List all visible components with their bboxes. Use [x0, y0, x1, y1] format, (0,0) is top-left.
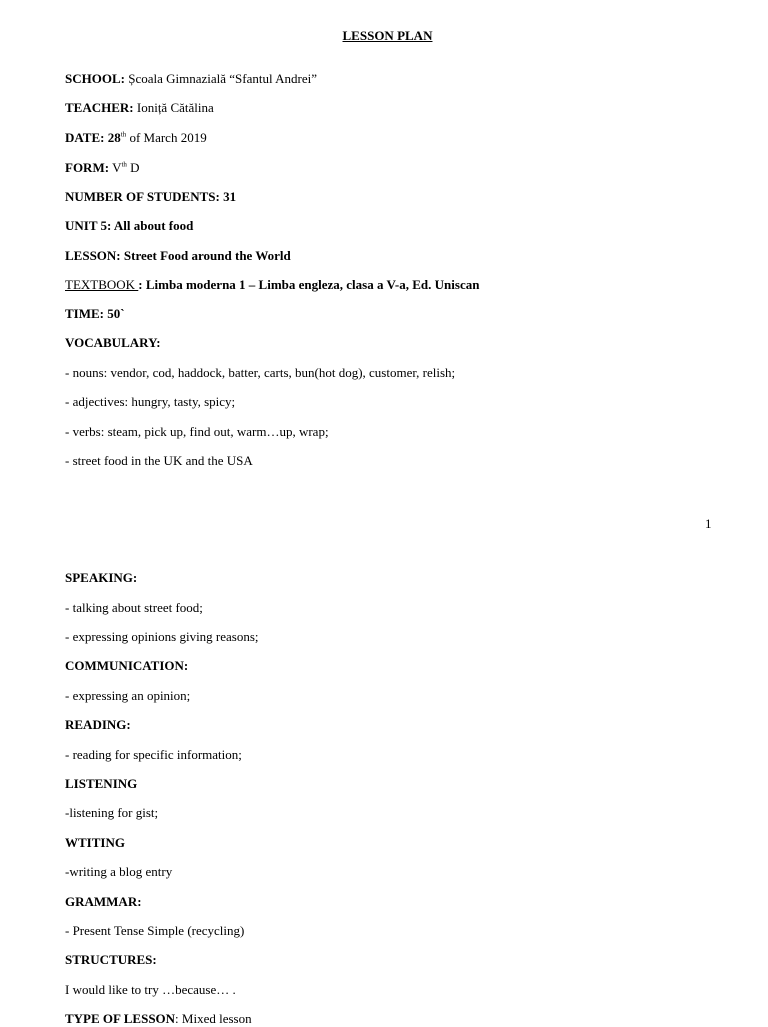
teacher-label: TEACHER: — [65, 100, 134, 115]
communication-heading: COMMUNICATION: — [65, 658, 189, 673]
unit-line: UNIT 5: All about food — [65, 218, 194, 233]
document-title: LESSON PLAN — [342, 28, 433, 43]
grammar-heading: GRAMMAR: — [65, 894, 142, 909]
form-sup: th — [121, 160, 127, 169]
time-line: TIME: 50` — [65, 306, 125, 321]
grammar-item: - Present Tense Simple (recycling) — [65, 923, 245, 938]
date-suffix: th — [120, 130, 127, 139]
date-label: DATE: — [65, 130, 105, 145]
type-of-lesson-label: TYPE OF LESSON — [65, 1011, 176, 1026]
writing-item: -writing a blog entry — [65, 864, 173, 879]
listening-heading: LISTENING — [65, 776, 138, 791]
textbook-value: : Limba moderna 1 – Limba engleza, clasa a V-a, Ed. Uniscan — [138, 277, 480, 292]
speaking-item: - talking about street food; — [65, 600, 203, 615]
form-line — [65, 160, 140, 176]
school-label: SCHOOL: — [65, 71, 125, 86]
speaking-heading: SPEAKING: — [65, 570, 138, 585]
date-line — [65, 130, 207, 146]
school-line — [65, 71, 317, 87]
listening-item: -listening for gist; — [65, 805, 159, 820]
vocabulary-heading: VOCABULARY: — [65, 335, 161, 350]
lesson-line: LESSON: Street Food around the World — [65, 248, 291, 263]
structures-heading: STRUCTURES: — [65, 952, 157, 967]
date-day: 28 — [107, 130, 121, 145]
vocabulary-item: - street food in the UK and the USA — [65, 453, 253, 468]
form-rest: D — [130, 160, 140, 175]
school-value: Școala Gimnazială “Sfantul Andrei” — [128, 71, 318, 86]
form-label: FORM: — [65, 160, 110, 175]
page-number: 1 — [705, 516, 712, 531]
structures-item: I would like to try …because… . — [65, 982, 236, 997]
reading-item: - reading for specific information; — [65, 747, 242, 762]
reading-heading: READING: — [65, 717, 131, 732]
type-of-lesson-value: : Mixed lesson — [175, 1011, 252, 1026]
writing-heading: WTITING — [65, 835, 125, 850]
vocabulary-item: - verbs: steam, pick up, find out, warm…up, wrap; — [65, 424, 329, 439]
communication-item: - expressing an opinion; — [65, 688, 191, 703]
textbook-line — [65, 277, 479, 293]
teacher-line — [65, 100, 214, 116]
form-value: V — [112, 160, 122, 175]
textbook-label: TEXTBOOK — [65, 277, 139, 292]
vocabulary-item: - adjectives: hungry, tasty, spicy; — [65, 394, 236, 409]
vocabulary-item: - nouns: vendor, cod, haddock, batter, carts, bun(hot dog), customer, relish; — [65, 365, 456, 380]
date-rest: of March 2019 — [129, 130, 207, 145]
teacher-value: Ioniță Cătălina — [136, 100, 214, 115]
students-line: NUMBER OF STUDENTS: 31 — [65, 189, 237, 204]
speaking-item: - expressing opinions giving reasons; — [65, 629, 259, 644]
type-of-lesson-line — [65, 1011, 252, 1027]
